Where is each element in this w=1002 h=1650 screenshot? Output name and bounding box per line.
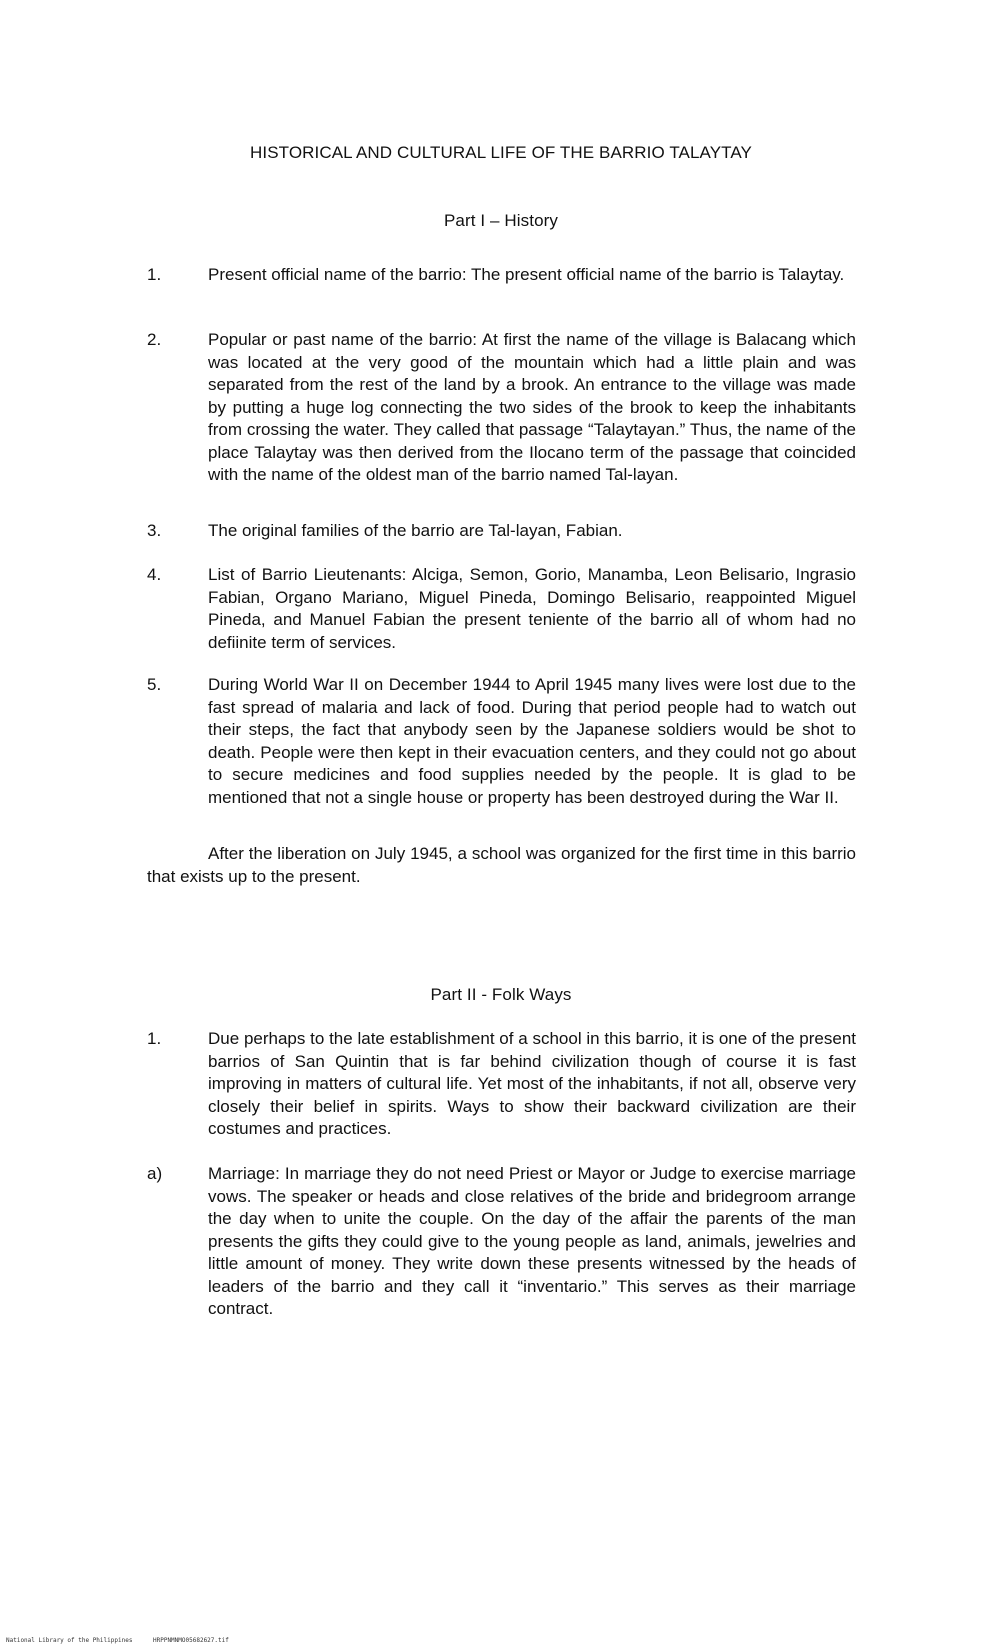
part1-item-3 — [147, 520, 856, 543]
item-text: Present official name of the barrio: The present official name of the barrio is Talaytay. — [208, 265, 845, 284]
footer-library-credit: National Library of the Philippines — [6, 1637, 133, 1644]
item-text: During World War II on December 1944 to April 1945 many lives were lost due to the fast spread of malaria and lack of food. During that period people had to watch out their steps, the fact that anybody seen by the Japanese soldiers would be shot to death. People were then kept in their evacuation centers, and they could not go about to secure medicines and food supplies needed by the people. It is glad to be mentioned that not a single house or property has been destroyed during the War II. — [208, 675, 856, 807]
footer-file-id: HRPPNMNMO05682627.tif — [153, 1637, 229, 1644]
item-number: 2. — [147, 330, 162, 349]
item-number: 5. — [147, 675, 162, 694]
part1-item-2 — [147, 329, 856, 487]
part1-item-4 — [147, 564, 856, 654]
item-text: Due perhaps to the late establishment of a school in this barrio, it is one of the present barrios of San Quintin that is far behind civilization though of course it is fast improving in matters of cultural life. Yet most of the inhabitants, if not all, observe very closely their belief in spirits. Ways to show their backward civilization are their costumes and practices. — [208, 1029, 856, 1138]
item-number: 1. — [147, 265, 162, 284]
item-number: a) — [147, 1164, 163, 1183]
part2-item-a — [147, 1163, 856, 1321]
part2-item-1 — [147, 1028, 856, 1141]
part1-closing-paragraph: After the liberation on July 1945, a school was organized for the first time in this barrio that exists up to the present. — [147, 844, 856, 886]
part2-heading: Part II - Folk Ways — [430, 985, 572, 1004]
document-title: HISTORICAL AND CULTURAL LIFE OF THE BARRIO TALAYTAY — [250, 143, 752, 162]
part1-item-1 — [147, 264, 856, 287]
item-number: 4. — [147, 565, 162, 584]
item-text: List of Barrio Lieutenants: Alciga, Semon, Gorio, Manamba, Leon Belisario, Ingrasio Fabian, Organo Mariano, Miguel Pineda, Domingo Belisario, reappointed Miguel Pineda, and Manuel Fabian the present teniente of the barrio all of whom had no defiinite term of services. — [208, 565, 856, 652]
item-text: Marriage: In marriage they do not need Priest or Mayor or Judge to exercise marriage vows. The speaker or heads and close relatives of the bride and bridegroom arrange the day when to unite the couple. On the day of the affair the parents of the man presents the gifts they could give to the young people as land, animals, jewelries and little amount of money. They write down these presents witnessed by the heads of leaders of the barrio and they call it “inventario.” This serves as their marriage contract. — [208, 1164, 856, 1318]
part1-heading: Part I – History — [443, 211, 559, 230]
item-text: Popular or past name of the barrio: At first the name of the village is Balacang which was located at the very good of the mountain which had a little plain and was separated from the rest of the land by a brook. An entrance to the village was made by putting a huge log connecting the two sides of the brook to keep the inhabitants from crossing the water. They called that passage “Talaytayan.” Thus, the name of the place Talaytay was then derived from the Ilocano term of the passage that coincided with the name of the oldest man of the barrio named Tal-layan. — [208, 330, 856, 484]
part1-item-5 — [147, 674, 856, 809]
item-number: 1. — [147, 1029, 162, 1048]
item-number: 3. — [147, 521, 162, 540]
item-text: The original families of the barrio are Tal-layan, Fabian. — [208, 521, 623, 540]
